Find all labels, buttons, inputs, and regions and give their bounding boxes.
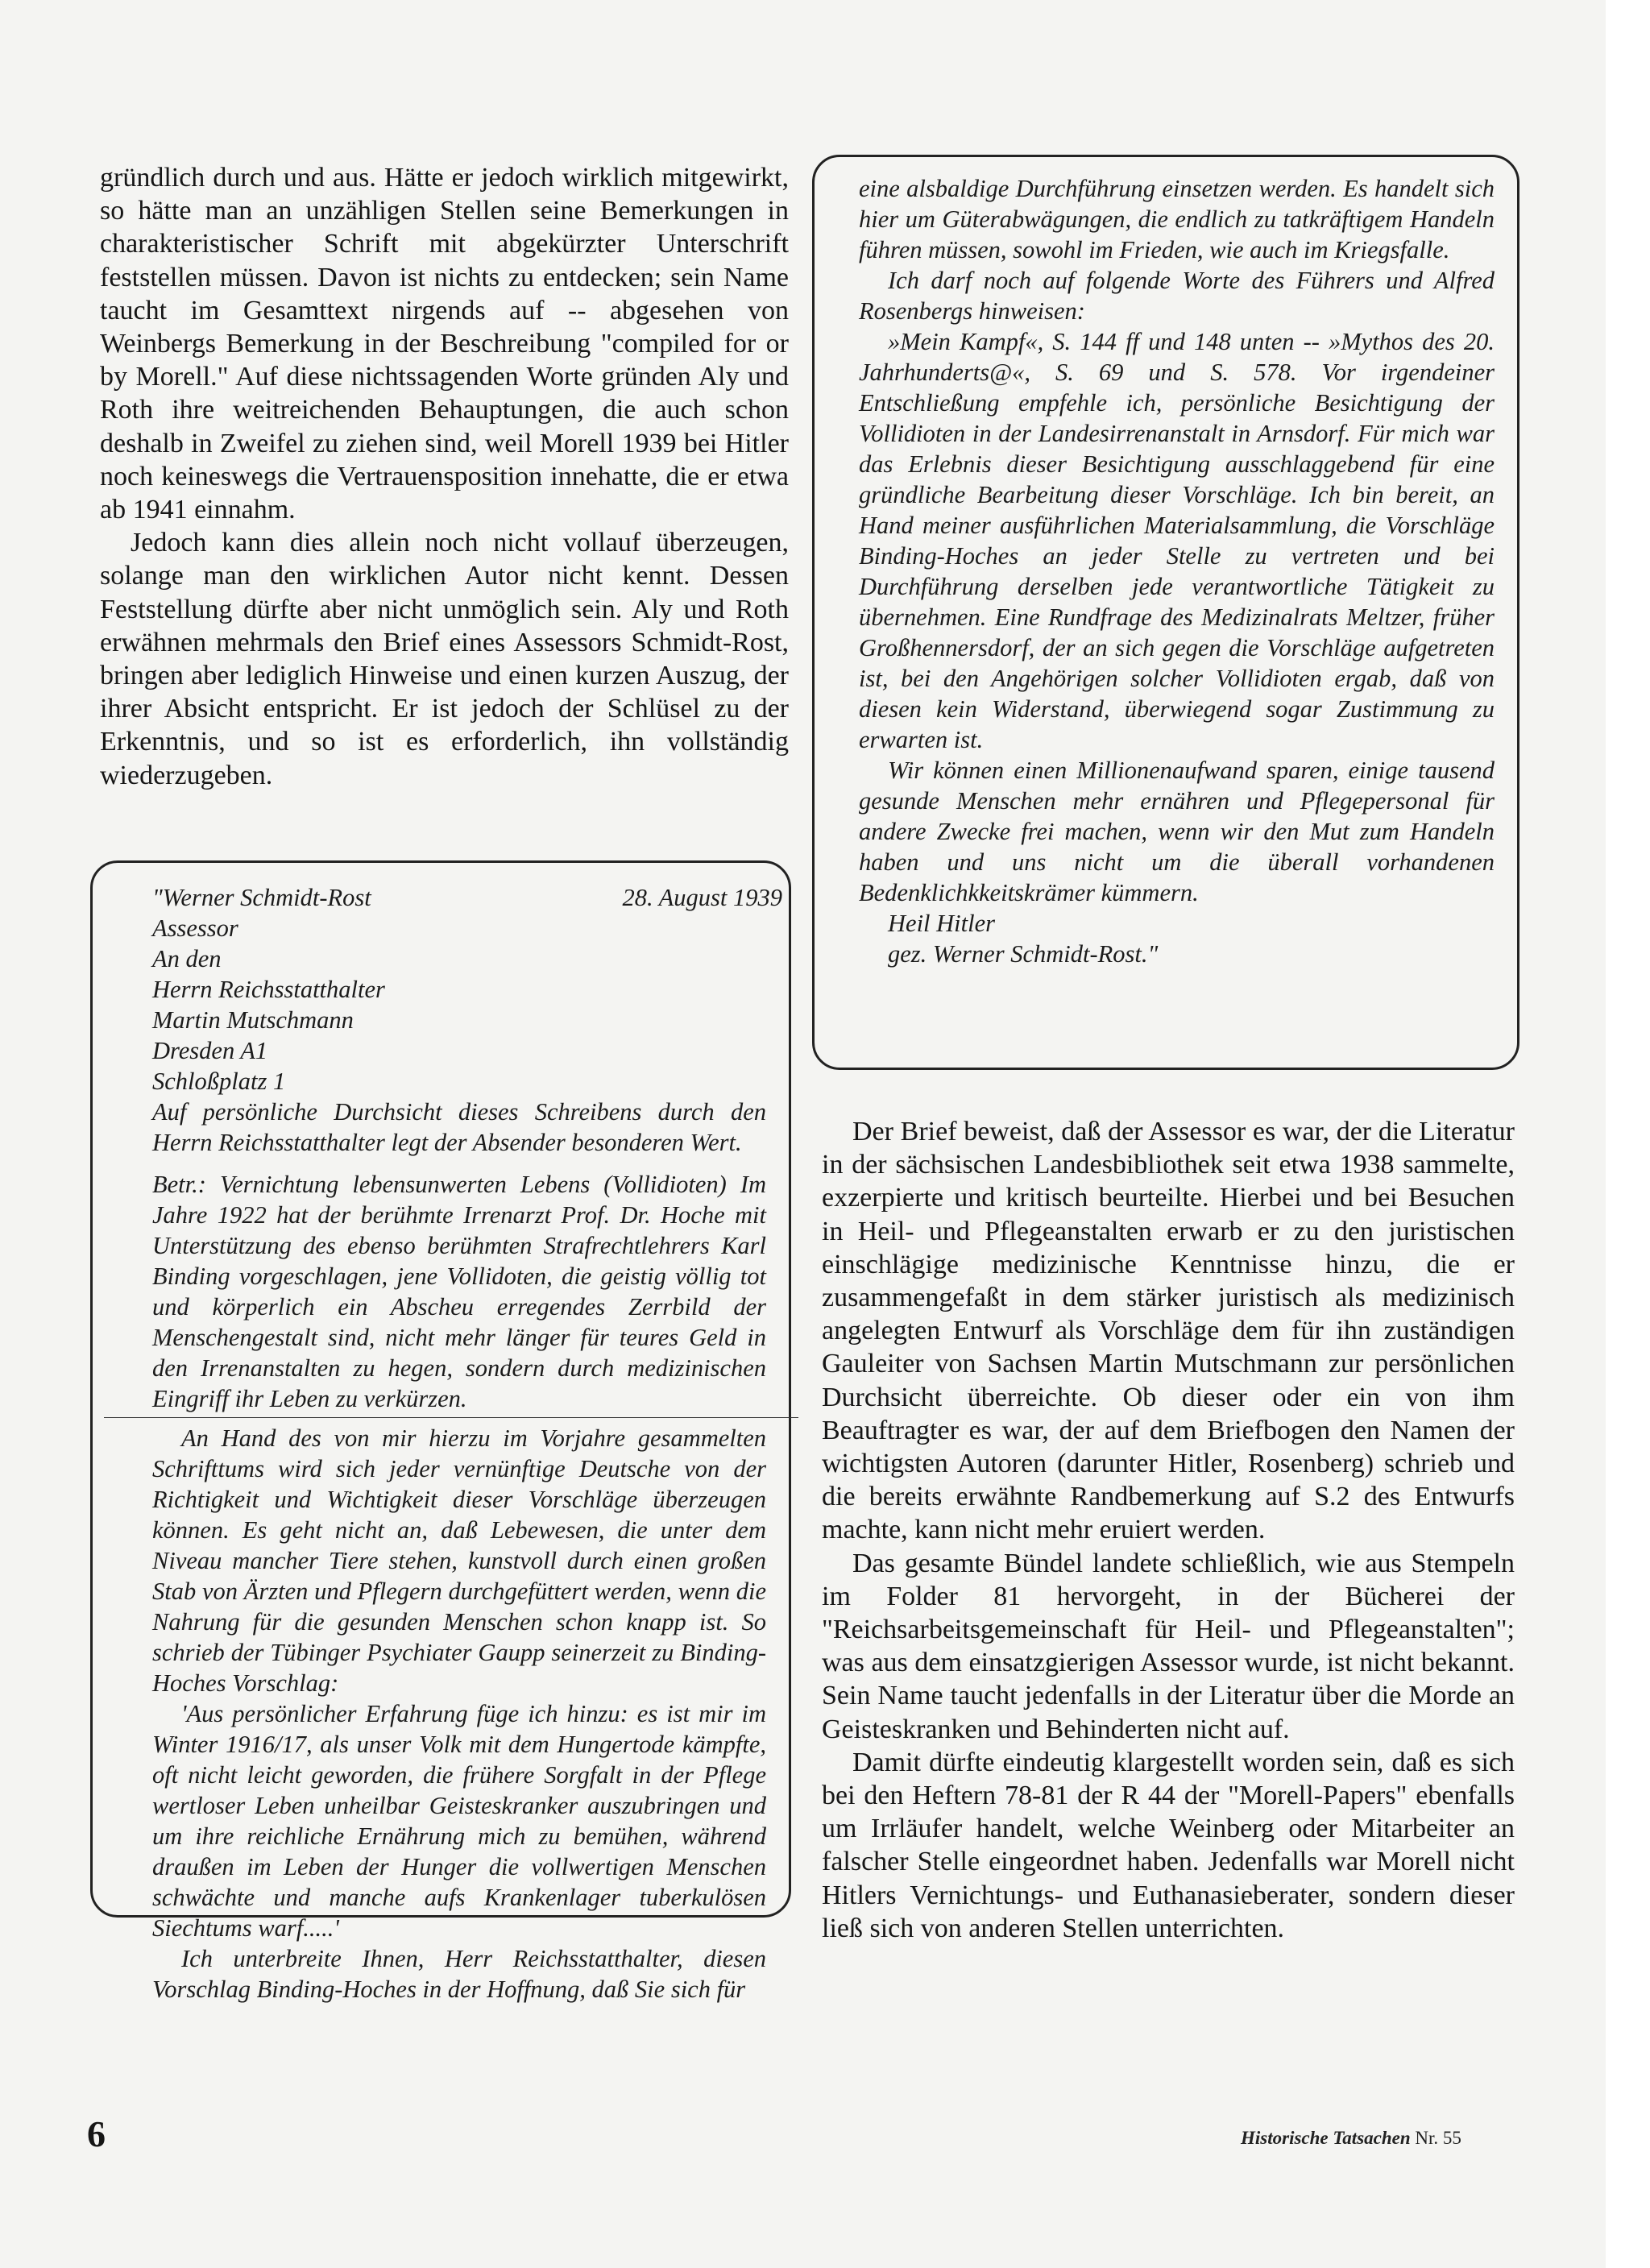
letter-header-line <box>152 882 782 913</box>
letter-subject: Betr.: Vernichtung lebensunwerten Lebens (Vollidioten) Im Jahre 1922 hat der berühmte Irrenarzt Prof. Dr. Hoche mit Unterstützung des ebenso berühmten Strafrechtlehrers Karl Binding vorgeschlagen, jene Vollidoten, die geistig völlig tot und körperlich ein Abscheu erregendes Zerrbild der Menschengestalt sind, nicht mehr länger für teures Geld in den Irrenanstalten zu hegen, sondern durch medizinischen Eingriff ihr Leben zu verkürzen. <box>152 1171 766 1412</box>
letter-paragraph: An Hand des von mir hierzu im Vorjahre gesammelten Schrifttums wird sich jeder vernünftige Deutsche von der Richtigkeit und Wichtigkeit dieser Vorschläge überzeugen können. Es geht nicht an, daß Lebewesen, die unter dem Niveau mancher Tiere stehen, kunstvoll durch einen großen Stab von Ärzten und Pflegern durchgefüttert werden, wenn die Nahrung für die gesunden Menschen schon knapp ist. So schrieb der Tübinger Psychiater Gaupp seinerzeit zu Binding-Hoches Vorschlag: <box>152 1424 766 1697</box>
letter-box-left <box>90 860 791 2003</box>
body-paragraph: Der Brief beweist, daß der Assessor es war, der die Literatur in der sächsischen Landesbibliothek seit etwa 1938 sammelte, exzerpierte und kritisch beurteilte. Hierbei und bei Besuchen in Heil- und Pflegeanstalten erwarb er zu den juristischen einschlägige medizinische Kenntnisse hinzu, die er zusammengefaßt in dem stärker juristisch als medizinisch angelegten Entwurf als Vorschläge dem für ihn zuständigen Gauleiter von Sachsen Martin Mutschmann zur persönlichen Durchsicht überreichte. Ob dieser oder ein von ihm Beauftragter es war, der auf dem Briefbogen den Namen der wichtigsten Autoren (darunter Hitler, Rosenberg) schrieb und die bereits erwähnte Randbemerkung auf S.2 des Entwurfs machte, kann nicht mehr eruiert werden. <box>822 1117 1515 1545</box>
publication-title: Historische Tatsachen <box>1241 2128 1411 2148</box>
body-paragraph: Jedoch kann dies allein noch nicht vollauf überzeugen, solange man den wirklichen Autor nicht kennt. Dessen Feststellung dürfte aber nicht unmöglich sein. Aly und Roth erwähnen mehrmals den Brief eines Assessors Schmidt-Rost, bringen aber lediglich Hinweise und einen kurzen Auszug, der ihrer Absicht entspricht. Er ist jedoch der Schlüsel zu der Erkenntnis, und so ist es erforderlich, ihn vollständig wiederzugeben. <box>100 528 789 790</box>
letter-paragraph: Ich unterbreite Ihnen, Herr Reichsstatthalter, diesen Vorschlag Binding-Hoches in der Hoffnung, daß Sie sich für <box>152 1945 766 2003</box>
letter-signature: gez. Werner Schmidt-Rost." <box>888 940 1159 968</box>
letter-address-line: An den <box>152 945 222 972</box>
letter-content-right <box>859 173 1495 969</box>
letter-address-line: Dresden A1 <box>152 1037 268 1064</box>
letter-address-line: Schloßplatz 1 <box>152 1068 286 1095</box>
letter-date: 28. August 1939 <box>622 884 782 911</box>
letter-personal-note: Auf persönliche Durchsicht dieses Schreibens durch den Herrn Reichsstatthalter legt der Absender besonderen Wert. <box>152 1098 766 1156</box>
separator-rule <box>104 1417 798 1418</box>
letter-content-left <box>152 882 782 2005</box>
publication-issue: Nr. 55 <box>1415 2128 1461 2148</box>
letter-paragraph: »Mein Kampf«, S. 144 ff und 148 unten -- »Mythos des 20. Jahrhunderts@«, S. 69 und S. 578. Vor irgendeiner Entschließung empfehle ich, persönliche Besichtigung der Vollidioten in der Landesirrenanstalt in Arnsdorf. Für mich war das Erlebnis dieser Besichtigung ausschlaggebend für eine gründliche Bearbeitung dieser Vorschläge. Ich bin bereit, an Hand meiner ausführlichen Materialsammlung, die Vorschläge Binding-Hoches an jeder Stelle zu vertreten und bei Durchführung derselben jede verantwortliche Tätigkeit zu übernehmen. Eine Rundfrage des Medizinalrats Meltzer, früher Großhennersdorf, der an sich gegen die Vorschläge aufgetreten ist, bei den Angehörigen solcher Vollidioten ergab, daß von diesen kein Widerstand, überwiegend sogar Zustimmung zu erwarten ist. <box>859 328 1495 753</box>
body-paragraph: Das gesamte Bündel landete schließlich, wie aus Stempeln im Folder 81 hervorgeht, in der Bücherei der "Reichsarbeitsgemeinschaft für Heil- und Pflegeanstalten"; was aus dem einsatzgierigen Assessor wurde, ist nicht bekannt. Sein Name taucht jedenfalls in der Literatur über die Morde an Geisteskranken und Behinderten nicht auf. <box>822 1548 1515 1744</box>
body-paragraph: gründlich durch und aus. Hätte er jedoch wirklich mitgewirkt, so hätte man an unzähligen Stellen seine Bemerkungen in charakteristischer Schrift mit abgekürzter Unterschrift feststellen müssen. Davon ist nichts zu entdecken; sein Name taucht im Gesamttext nirgends auf -- abgesehen von Weinbergs Bemerkung in der Beschreibung "compiled for or by Morell." Auf diese nichtssagenden Worte gründen Aly und Roth ihre weitreichenden Behauptungen, die auch schon deshalb in Zweifel zu ziehen sind, weil Morell 1939 bei Hitler noch keineswegs die Vertrauensposition innehatte, die er etwa ab 1941 einnahm. <box>100 163 789 525</box>
letter-paragraph: Ich darf noch auf folgende Worte des Führers und Alfred Rosenbergs hinweisen: <box>859 267 1495 325</box>
body-paragraph: Damit dürfte eindeutig klargestellt worden sein, daß es sich bei den Heftern 78-81 der R 44 der "Morell-Papers" ebenfalls um Irrläufer handelt, welche Weinberg oder Mitarbeiter an falscher Stelle eingeordnet haben. Jedenfalls war Morell nicht Hitlers Vernichtungs- und Euthanasieberater, sondern dieser ließ sich von anderen Stellen unterrichten. <box>822 1747 1515 1943</box>
letter-address-line: Martin Mutschmann <box>152 1006 354 1034</box>
right-column <box>822 1115 1515 1945</box>
letter-quote: 'Aus persönlicher Erfahrung füge ich hinzu: es ist mir im Winter 1916/17, als unser Volk mit dem Hungertode kämpfte, oft nicht leicht geworden, die frühere Sorgfalt in der Pflege wertloser Leben unheilbar Geisteskranker auszubringen und um ihre reichliche Ernährung mich zu bemühen, während draußen im Leben der Hunger die vollwertigen Menschen schwächte und manche aufs Krankenlager tuberkulösen Siechtums warf.....' <box>152 1700 766 1942</box>
letter-paragraph: Wir können einen Millionenaufwand sparen, einige tausend gesunde Menschen mehr ernähren und Pflegepersonal für andere Zwecke frei machen, wenn wir den Mut zum Handeln haben und uns nicht um die überall vorhandenen Bedenklichkkeitskrämer kümmern. <box>859 757 1495 906</box>
letter-sender-name: "Werner Schmidt-Rost <box>152 884 371 911</box>
sheet-edge <box>1606 0 1650 2268</box>
left-column <box>100 161 789 792</box>
page-number: 6 <box>87 2113 106 2154</box>
letter-sender-title: Assessor <box>152 914 238 942</box>
letter-closing: Heil Hitler <box>888 910 995 937</box>
letter-address-line: Herrn Reichsstatthalter <box>152 976 385 1003</box>
letter-box-right <box>812 155 1519 1070</box>
letter-paragraph: eine alsbaldige Durchführung einsetzen werden. Es handelt sich hier um Güterabwägungen, die endlich zu tatkräftigem Handeln führen müssen, sowohl im Frieden, wie auch im Kriegsfalle. <box>859 175 1495 263</box>
footer-publication <box>1241 2129 1461 2147</box>
